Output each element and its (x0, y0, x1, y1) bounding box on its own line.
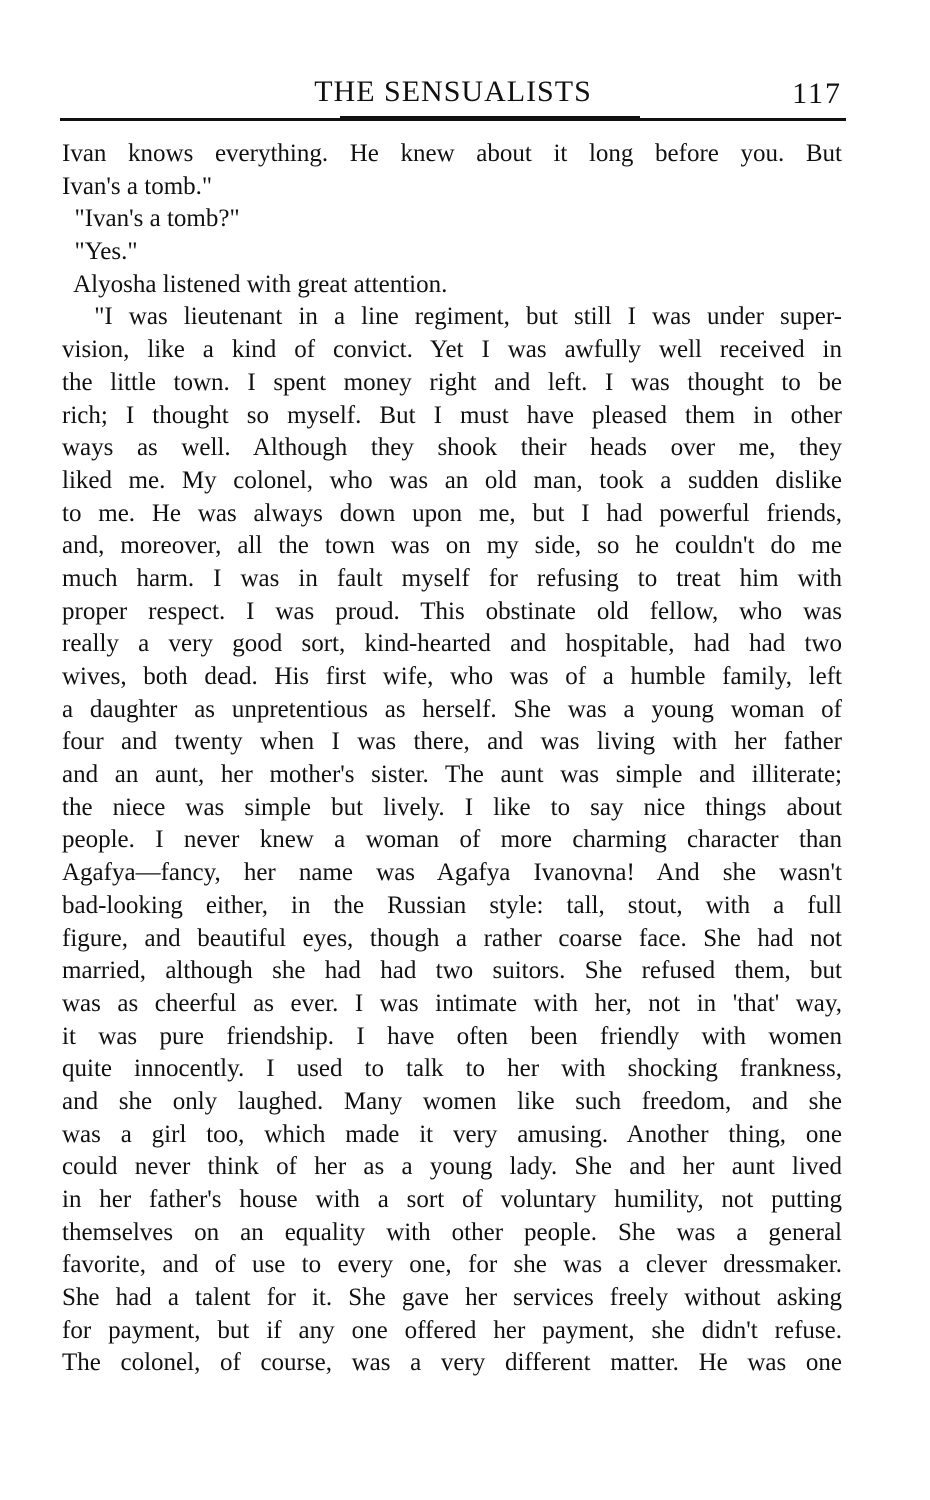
text-line: much harm. I was in fault myself for refusing to treat him with (62, 564, 842, 592)
text-line: was as cheerful as ever. I was intimate with her, not in 'that' way, (62, 989, 842, 1017)
text-line: rich; I thought so myself. But I must have pleased them in other (62, 401, 842, 429)
text-line: She had a talent for it. She gave her services freely without asking (62, 1284, 842, 1312)
text-line: Ivan's a tomb." (62, 172, 213, 200)
text-line: "Yes." (62, 238, 138, 266)
text-line: and, moreover, all the town was on my side, so he couldn't do me (62, 532, 842, 560)
text-line: "I was lieutenant in a line regiment, but still I was under super- (62, 303, 842, 331)
text-line: vision, like a kind of convict. Yet I was awfully well received in (62, 336, 842, 364)
text-line: Alyosha listened with great attention. (62, 270, 448, 298)
running-head (60, 74, 846, 110)
text-line: figure, and beautiful eyes, though a rather coarse face. She had not (62, 924, 842, 952)
text-line: was a girl too, which made it very amusing. Another thing, one (62, 1120, 842, 1148)
body-text (62, 138, 842, 1380)
text-line: Ivan knows everything. He knew about it long before you. But (62, 140, 842, 167)
text-line: a daughter as unpretentious as herself. She was a young woman of (62, 695, 842, 723)
text-line: The colonel, of course, was a very different matter. He was one (62, 1349, 842, 1377)
text-line: themselves on an equality with other people. She was a general (62, 1218, 842, 1246)
text-line: in her father's house with a sort of voluntary humility, not putting (62, 1186, 842, 1213)
text-line: bad-looking either, in the Russian style: tall, stout, with a full (62, 891, 842, 919)
text-line: could never think of her as a young lady. She and her aunt lived (62, 1153, 842, 1181)
text-line: ways as well. Although they shook their heads over me, they (62, 434, 842, 462)
text-line: married, although she had had two suitors. She refused them, but (62, 957, 842, 985)
text-line: "Ivan's a tomb?" (62, 205, 240, 233)
text-line: quite innocently. I used to talk to her with shocking frankness, (62, 1055, 842, 1083)
text-line: favorite, and of use to every one, for she was a clever dressmaker. (62, 1251, 842, 1279)
running-title: THE SENSUALISTS (314, 75, 592, 108)
text-line: Agafya—fancy, her name was Agafya Ivanovna! And she wasn't (62, 859, 842, 887)
text-line: four and twenty when I was there, and was living with her father (62, 728, 842, 756)
text-line: for payment, but if any one offered her payment, she didn't refuse. (62, 1316, 842, 1344)
text-line: really a very good sort, kind-hearted and hospitable, had had two (62, 630, 842, 658)
text-line: the niece was simple but lively. I like to say nice things about (62, 793, 842, 821)
text-line: wives, both dead. His first wife, who was of a humble family, left (62, 663, 842, 690)
text-line: liked me. My colonel, who was an old man, took a sudden dislike (62, 466, 842, 494)
page-number: 117 (792, 77, 842, 110)
text-line: to me. He was always down upon me, but I had powerful friends, (62, 499, 842, 527)
header-rule-thick-segment (340, 116, 640, 121)
text-line: and an aunt, her mother's sister. The aunt was simple and illiterate; (62, 761, 842, 789)
text-line: it was pure friendship. I have often been friendly with women (62, 1022, 842, 1050)
text-line: people. I never knew a woman of more charming character than (62, 826, 842, 854)
text-line: and she only laughed. Many women like such freedom, and she (62, 1087, 842, 1115)
text-line: proper respect. I was proud. This obstinate old fellow, who was (62, 597, 842, 625)
text-line: the little town. I spent money right and left. I was thought to be (62, 368, 842, 396)
